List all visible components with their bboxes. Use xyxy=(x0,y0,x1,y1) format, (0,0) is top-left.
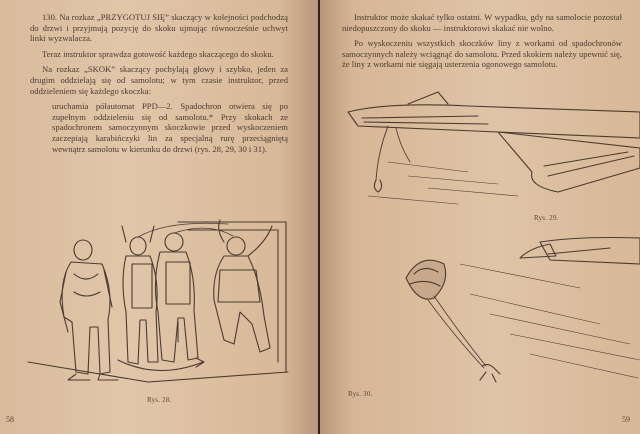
figure-28-caption: Rys. 28. xyxy=(147,396,172,404)
figure-29-caption: Rys. 29. xyxy=(534,214,559,222)
paragraph-130: 130. Na rozkaz „PRZYGOTUJ SIĘ” skaczący w kolejności podchodzą do drzwi i przyjmują pozycję do skoku ujmując równocześnie uchwyt linki wyzwalacza. xyxy=(30,12,288,44)
paragraph-instructor-check: Teraz instruktor sprawdza gotowość każdego skaczącego do skoku. xyxy=(42,48,274,59)
paragraph-ppd2: uruchamia półautomat PPD—2. Spadochron otwiera się po zupełnym oddzieleniu się od samolotu.* Przy skokach ze spadochronem samoczynnym skoczkowie przed wyskoczeniem zaczepiają karabińczyki lin za specjalną rurę przeciągniętą wewnątrz samolotu w kierunku do drzwi (rys. 28, 29, 30 i 31). xyxy=(52,101,288,154)
left-page xyxy=(0,0,318,434)
right-page-text xyxy=(342,12,622,75)
paragraph-jump-command: Na rozkaz „SKOK” skaczący pochylają głowy i szybko, jeden za drugim oddzielają się od samolotu; w tym czasie instruktor, przed oddzieleniem się każdego skoczka: xyxy=(30,64,288,96)
right-page-number: 59 xyxy=(622,415,630,424)
right-page xyxy=(320,0,640,434)
paragraph-instructor-last: Instruktor może skakać tylko ostatni. W wypadku, gdy na samolocie pozostał niedopuszczony do skoku — instruktorowi skakać nie wolno. xyxy=(342,12,622,33)
figure-30-caption: Rys. 30. xyxy=(348,390,373,398)
figure-28-paratroopers-illustration xyxy=(28,212,290,390)
figure-29-aircraft-illustration xyxy=(348,92,640,212)
figure-30-parachute-illustration xyxy=(400,234,640,394)
paragraph-static-lines: Po wyskoczeniu wszystkich skoczków liny z workami od spadochronów samoczynnych należy wciągnąć do samolotu. Przed skokiem należy upewnić się, że liny z workami nie sięgają usterzenia ogonowego samolotu. xyxy=(342,38,622,70)
left-page-text xyxy=(30,12,288,159)
left-page-number: 58 xyxy=(6,415,14,424)
